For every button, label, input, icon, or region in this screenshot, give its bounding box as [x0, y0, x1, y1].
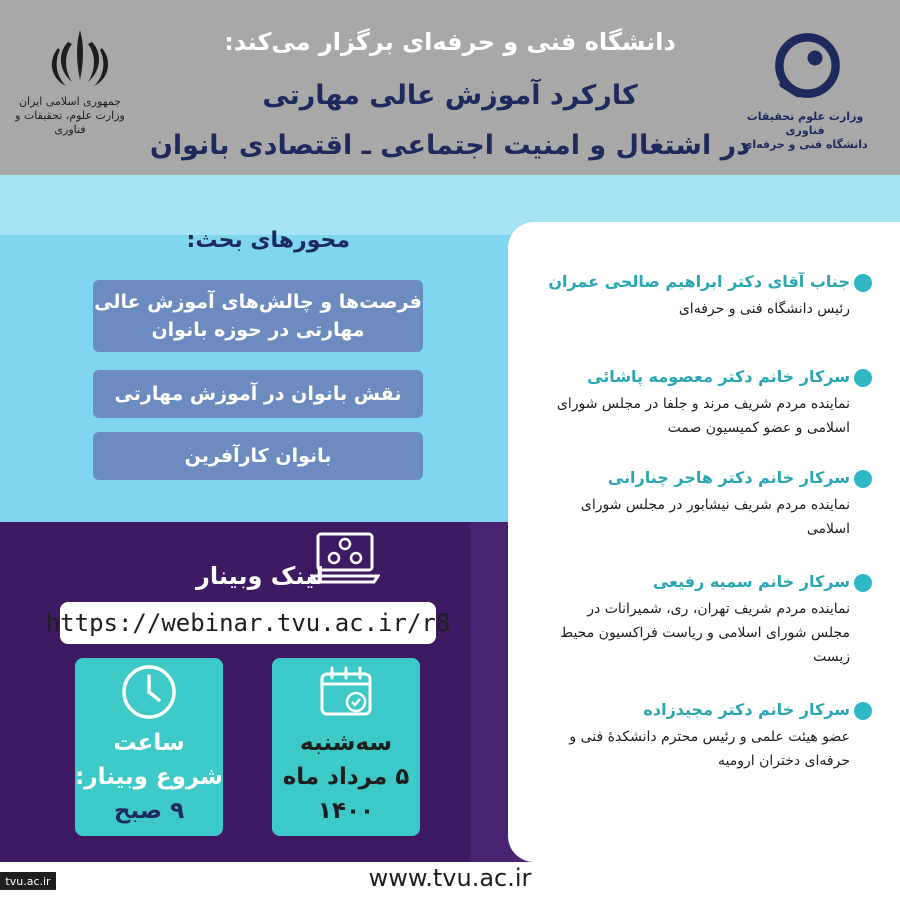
speaker-3 [550, 468, 850, 541]
speaker-role: نماینده مردم شریف تهران، ری، شمیرانات در مجلس شورای اسلامی و ریاست فراکسیون محیط زیست [560, 601, 850, 665]
date-tile [272, 658, 420, 836]
header-line-1: دانشگاه فنی و حرفه‌ای برگزار می‌کند: [224, 28, 676, 56]
speaker-name: سرکار خانم دکتر معصومه پاشائی [587, 367, 850, 386]
speakers-card [508, 222, 900, 862]
footer-site-link[interactable]: www.tvu.ac.ir [368, 864, 532, 892]
time-line-2: شروع وبینار: [75, 764, 223, 790]
speaker-name: سرکار خانم سمیه رفیعی [652, 572, 850, 591]
webinar-label: لینک وبینار [196, 562, 324, 590]
time-text [75, 726, 223, 828]
speaker-name: جناب آقای دکتر ابراهیم صالحی عمران [548, 272, 850, 291]
topics-title: محورهای بحث: [186, 228, 350, 253]
right-caption [735, 110, 875, 152]
left-caption-line-1: جمهوری اسلامی ایران [18, 95, 122, 108]
tvu-logo-icon [770, 28, 845, 103]
bullet-icon [854, 369, 872, 387]
speaker-2 [550, 367, 850, 440]
right-caption-line-1: وزارت علوم تحقیقات فناوری [746, 110, 864, 137]
right-caption-line-2: دانشگاه فنی و حرفه‌ای [742, 138, 868, 151]
header-line-2: کارکرد آموزش عالی مهارتی [262, 80, 638, 111]
bullet-icon [854, 470, 872, 488]
speaker-name: سرکار خانم دکتر مجیدزاده [643, 700, 850, 719]
topic-item-1: فرصت‌ها و چالش‌های آموزش عالی مهارتی در حوزه بانوان [93, 280, 423, 352]
date-line-1: سه‌شنبه [300, 730, 392, 756]
time-tile [75, 658, 223, 836]
footer-badge: tvu.ac.ir [0, 872, 56, 890]
topic-item-3: بانوان کارآفرین [93, 432, 423, 480]
speaker-5 [550, 700, 850, 773]
clock-icon [119, 662, 179, 722]
time-line-1: ساعت [113, 730, 185, 756]
left-caption [15, 95, 125, 137]
bullet-icon [854, 574, 872, 592]
speaker-1 [550, 272, 850, 321]
webinar-link[interactable]: https://webinar.tvu.ac.ir/r8 [60, 602, 436, 644]
date-text [272, 726, 420, 828]
topic-item-2: نقش بانوان در آموزش مهارتی [93, 370, 423, 418]
speaker-role: نماینده مردم شریف نیشابور در مجلس شورای اسلامی [580, 497, 850, 537]
speaker-role: رئیس دانشگاه فنی و حرفه‌ای [678, 301, 850, 317]
bullet-icon [854, 702, 872, 720]
time-line-3: ۹ صبح [113, 798, 185, 824]
left-caption-line-2: وزارت علوم، تحقیقات و فناوری [15, 109, 125, 136]
speaker-name: سرکار خانم دکتر هاجر چنارانی [607, 468, 850, 487]
calendar-icon [318, 664, 374, 720]
speaker-role: عضو هیئت علمی و رئیس محترم دانشکدهٔ فنی و حرفه‌ای دختران ارومیه [569, 729, 850, 769]
date-line-2: ۵ مرداد ماه [282, 764, 410, 790]
bullet-icon [854, 274, 872, 292]
header-line-3: در اشتغال و امنیت اجتماعی ـ اقتصادی بانوان [149, 130, 750, 161]
speaker-role: نماینده مردم شریف مرند و جلفا در مجلس شورای اسلامی و عضو کمیسیون صمت [556, 396, 850, 436]
date-line-3: ۱۴۰۰ [317, 798, 375, 824]
speaker-4 [550, 572, 850, 669]
